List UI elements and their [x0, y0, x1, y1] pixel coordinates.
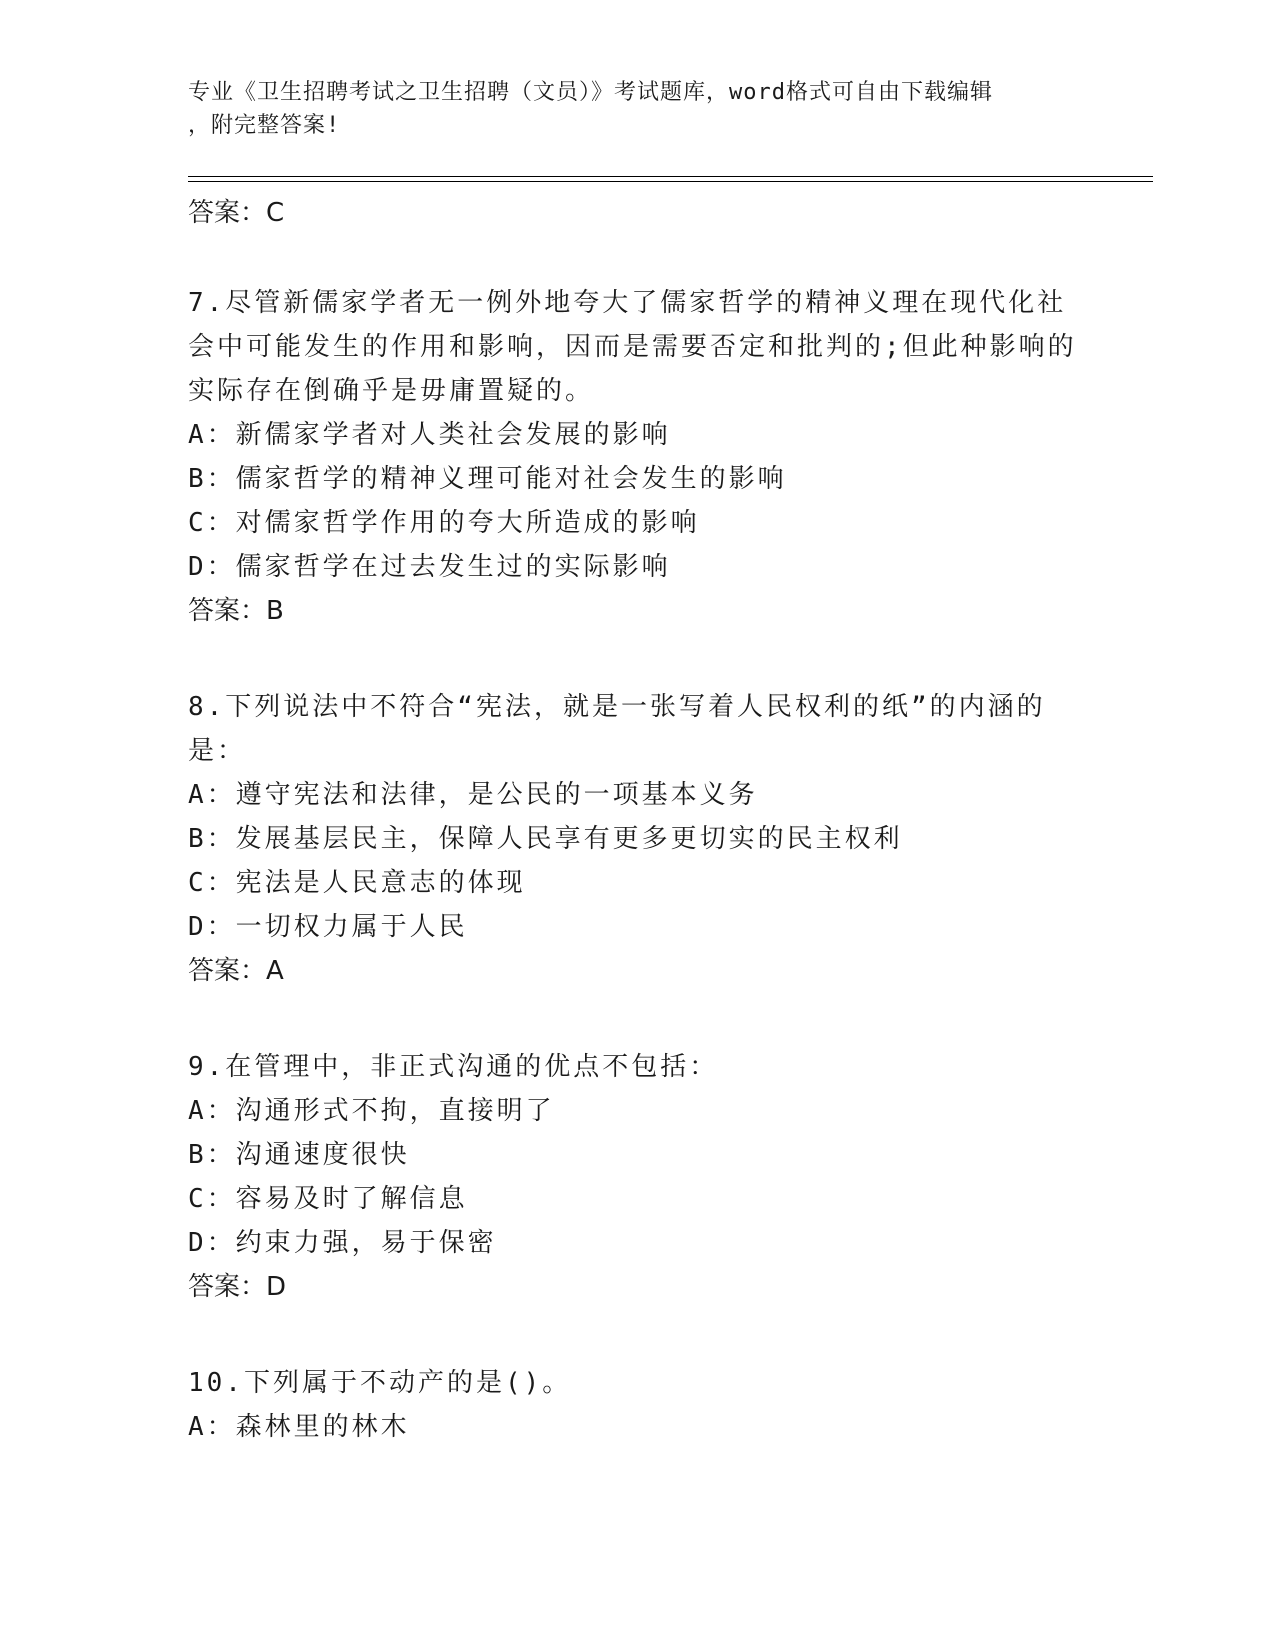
- q7-stem-line-3: 实际存在倒确乎是毋庸置疑的。: [188, 376, 595, 406]
- q9-option-b: B：沟通速度很快: [188, 1140, 410, 1170]
- q7-answer: 答案：B: [188, 596, 284, 626]
- q8-option-a: A：遵守宪法和法律，是公民的一项基本义务: [188, 780, 758, 810]
- q9-option-a: A：沟通形式不拘，直接明了: [188, 1096, 555, 1126]
- q7-option-a: A：新儒家学者对人类社会发展的影响: [188, 420, 671, 450]
- q9-answer: 答案：D: [188, 1272, 287, 1302]
- header-rule-bottom: [188, 181, 1153, 182]
- q7-stem-line-2: 会中可能发生的作用和影响，因而是需要否定和批判的;但此种影响的: [188, 332, 1077, 362]
- q8-stem-line-1: 8.下列说法中不符合“宪法，就是一张写着人民权利的纸”的内涵的: [188, 692, 1046, 722]
- q9-stem-line-1: 9.在管理中，非正式沟通的优点不包括：: [188, 1052, 719, 1082]
- prev-answer: 答案：C: [188, 198, 285, 228]
- q8-stem-line-2: 是：: [188, 736, 247, 766]
- header-line-2: ，附完整答案!: [188, 113, 341, 138]
- q9-option-c: C：容易及时了解信息: [188, 1184, 468, 1214]
- q7-stem-line-1: 7.尽管新儒家学者无一例外地夸大了儒家哲学的精神义理在现代化社: [188, 288, 1067, 318]
- q7-option-c: C：对儒家哲学作用的夸大所造成的影响: [188, 508, 700, 538]
- q8-option-d: D：一切权力属于人民: [188, 912, 468, 942]
- q8-answer: 答案：A: [188, 956, 284, 986]
- q8-option-c: C：宪法是人民意志的体现: [188, 868, 526, 898]
- q7-option-d: D：儒家哲学在过去发生过的实际影响: [188, 552, 671, 582]
- q10-stem-line-1: 10.下列属于不动产的是()。: [188, 1368, 572, 1398]
- q9-option-d: D：约束力强，易于保密: [188, 1228, 497, 1258]
- header-line-1: 专业《卫生招聘考试之卫生招聘（文员）》考试题库，word格式可自由下载编辑: [188, 80, 993, 105]
- header-rule-top: [188, 176, 1153, 177]
- q8-option-b: B：发展基层民主，保障人民享有更多更切实的民主权利: [188, 824, 903, 854]
- q10-option-a: A：森林里的林木: [188, 1412, 410, 1442]
- q7-option-b: B：儒家哲学的精神义理可能对社会发生的影响: [188, 464, 787, 494]
